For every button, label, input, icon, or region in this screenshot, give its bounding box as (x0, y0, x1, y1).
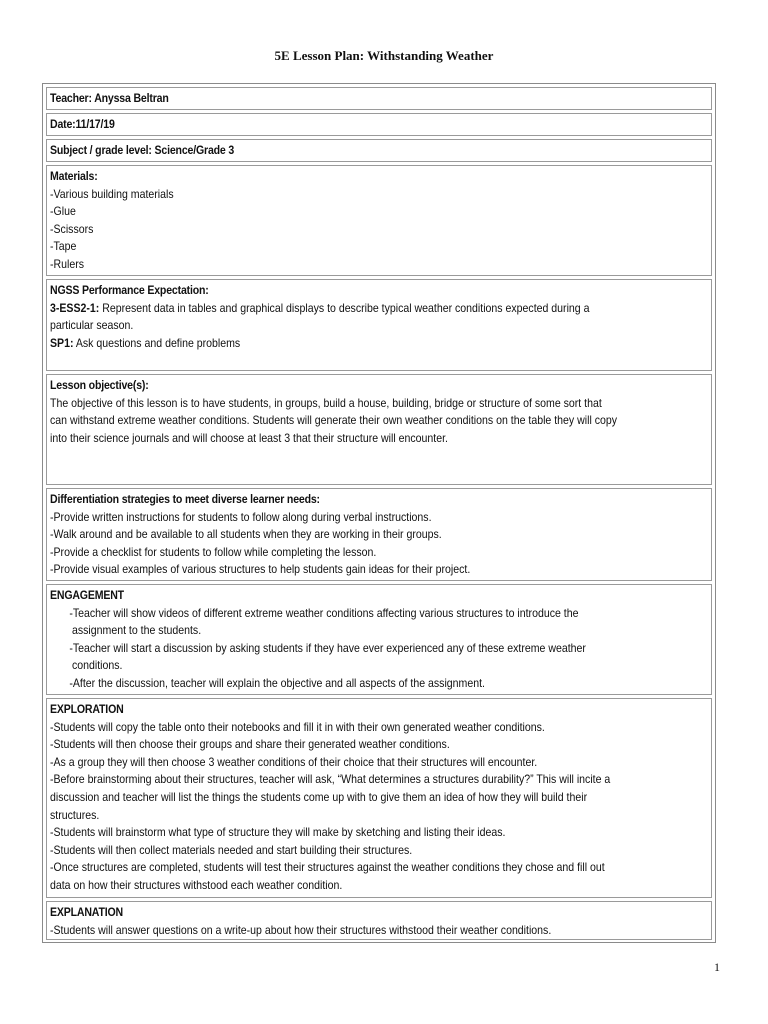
ngss-practice-line (50, 335, 706, 353)
objective-line: The objective of this lesson is to have students, in groups, build a house, building, bridge or structure of some sort that (50, 395, 602, 410)
page-title: 5E Lesson Plan: Withstanding Weather (274, 48, 494, 63)
exploration-row (46, 698, 712, 898)
materials-item: -Various building materials (50, 186, 174, 201)
engagement-line: -Teacher will show videos of different extreme weather conditions affecting various structures to introduce the (69, 605, 579, 620)
engagement-line: assignment to the students. (72, 623, 202, 638)
differentiation-row (46, 488, 712, 581)
exploration-line: -Before brainstorming about their structures, teacher will ask, “What determines a structures durability?” This will incite a (50, 772, 611, 787)
ngss-code-2: SP1: (50, 335, 74, 350)
page-number: 1 (714, 960, 720, 974)
lesson-plan-table (42, 83, 716, 943)
materials-row (46, 165, 712, 276)
explanation-heading: EXPLANATION (50, 905, 123, 919)
ngss-row (46, 279, 712, 371)
differentiation-line: -Provide written instructions for students to follow along during verbal instructions. (50, 509, 432, 524)
exploration-line: -Once structures are completed, students will test their structures against the weather conditions they chose and fill out (50, 860, 605, 875)
subject-label: Subject / grade level: Science/Grade 3 (50, 143, 235, 157)
engagement-line: conditions. (72, 658, 123, 673)
exploration-line: structures. (50, 807, 100, 822)
objective-row (46, 374, 712, 485)
objective-line: can withstand extreme weather conditions. Students will generate their own weather conditions on the table they will copy (50, 413, 618, 428)
differentiation-line: -Provide a checklist for students to follow while completing the lesson. (50, 544, 377, 559)
engagement-row (46, 584, 712, 695)
explanation-line: -Students will answer questions on a write-up about how their structures withstood their weather conditions. (50, 922, 552, 937)
materials-item: -Glue (50, 204, 76, 219)
ngss-text-2: Ask questions and define problems (73, 335, 241, 350)
objective-line: into their science journals and will choose at least 3 that their structure will encounter. (50, 430, 448, 445)
exploration-line: -Students will then choose their groups and share their generated weather conditions. (50, 737, 450, 752)
exploration-heading: EXPLORATION (50, 702, 124, 716)
materials-heading: Materials: (50, 169, 98, 183)
engagement-line: -Teacher will start a discussion by asking students if they have ever experienced any of these extreme weather (69, 640, 586, 655)
ngss-expectation-line (50, 300, 706, 318)
objective-heading: Lesson objective(s): (50, 378, 149, 392)
ngss-text-1b: particular season. (50, 318, 134, 333)
differentiation-heading: Differentiation strategies to meet diverse learner needs: (50, 492, 320, 506)
teacher-row (46, 87, 712, 110)
materials-item: -Tape (50, 239, 77, 254)
materials-item: -Scissors (50, 221, 94, 236)
materials-item: -Rulers (50, 256, 85, 271)
subject-row (46, 139, 712, 162)
exploration-line: discussion and teacher will list the things the students come up with to give them an idea of how they will build their (50, 789, 588, 804)
date-row (46, 113, 712, 136)
engagement-heading: ENGAGEMENT (50, 588, 124, 602)
date-label: Date:11/17/19 (50, 117, 115, 131)
ngss-heading: NGSS Performance Expectation: (50, 283, 209, 297)
exploration-line: -Students will brainstorm what type of structure they will make by sketching and listing their ideas. (50, 825, 506, 840)
exploration-line: -Students will then collect materials needed and start building their structures. (50, 842, 413, 857)
differentiation-line: -Provide visual examples of various structures to help students gain ideas for their project. (50, 562, 471, 577)
exploration-line: -As a group they will then choose 3 weather conditions of their choice that their structures will encounter. (50, 754, 538, 769)
exploration-line: data on how their structures withstood each weather condition. (50, 877, 343, 892)
engagement-line: -After the discussion, teacher will explain the objective and all aspects of the assignment. (69, 675, 485, 690)
ngss-text-1: Represent data in tables and graphical displays to describe typical weather conditions expected during a (99, 300, 590, 315)
explanation-row (46, 901, 712, 940)
ngss-code-1: 3-ESS2-1: (50, 300, 100, 315)
differentiation-line: -Walk around and be available to all students when they are working in their groups. (50, 527, 442, 542)
exploration-line: -Students will copy the table onto their notebooks and fill it in with their own generated weather conditions. (50, 719, 545, 734)
teacher-label: Teacher: Anyssa Beltran (50, 91, 169, 105)
